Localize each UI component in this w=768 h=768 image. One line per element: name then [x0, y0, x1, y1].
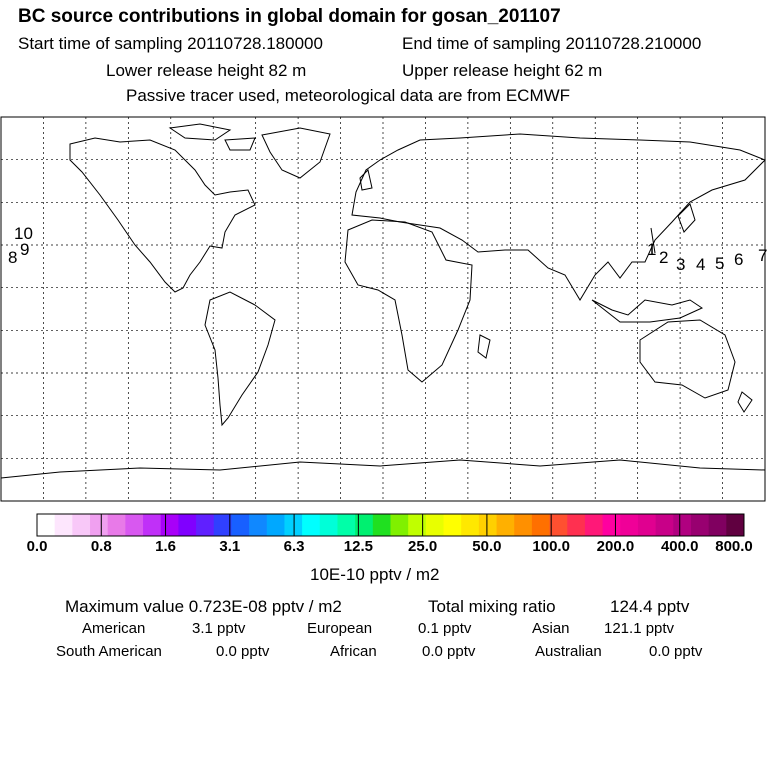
colorbar-cell	[461, 514, 479, 536]
colorbar-tick-label: 100.0	[532, 538, 570, 555]
colorbar-cell	[337, 514, 355, 536]
colorbar-tick-label: 0.8	[90, 538, 112, 555]
colorbar-cell	[638, 514, 656, 536]
colorbar-cell	[444, 514, 462, 536]
colorbar-cell	[550, 514, 568, 536]
colorbar-tick-label: 3.1	[219, 538, 241, 555]
colorbar-cell	[497, 514, 515, 536]
trajectory-label-7: 7	[758, 246, 768, 265]
colorbar-cell	[479, 514, 497, 536]
colorbar-tick-label: 400.0	[660, 538, 699, 555]
colorbar-cell	[620, 514, 638, 536]
colorbar-cell	[249, 514, 267, 536]
upper-release-height-label: Upper release height 62 m	[402, 61, 603, 80]
total-mixing-value: 124.4 pptv	[610, 597, 690, 616]
region-name-american: American	[82, 620, 146, 637]
colorbar-cell	[90, 514, 108, 536]
region-value-american: 3.1 pptv	[192, 620, 246, 637]
colorbar-cell	[178, 514, 196, 536]
colorbar-cell	[55, 514, 73, 536]
region-name-african: African	[330, 643, 377, 660]
trajectory-label-5: 5	[715, 254, 725, 273]
trajectory-label-10: 10	[14, 224, 33, 243]
colorbar-cell	[603, 514, 621, 536]
colorbar-cell	[709, 514, 727, 536]
colorbar-tick-label: 12.5	[343, 538, 373, 555]
region-value-australian: 0.0 pptv	[649, 643, 703, 660]
tracer-note: Passive tracer used, meteorological data are from ECMWF	[126, 86, 571, 105]
colorbar-cell	[391, 514, 409, 536]
colorbar-tick-label: 800.0	[715, 538, 753, 555]
end-time-label: End time of sampling 20110728.210000	[402, 34, 702, 53]
colorbar-cell	[196, 514, 214, 536]
colorbar-cell	[585, 514, 603, 536]
colorbar-cell	[426, 514, 444, 536]
colorbar-cell	[231, 514, 249, 536]
colorbar-cell	[214, 514, 232, 536]
region-value-african: 0.0 pptv	[422, 643, 476, 660]
map-title: BC source contributions in global domain for gosan_201107	[18, 6, 561, 27]
colorbar-cell	[37, 514, 55, 536]
start-time-label: Start time of sampling 20110728.180000	[18, 34, 323, 53]
colorbar-tick-label: 0.0	[26, 538, 48, 555]
region-name-asian: Asian	[532, 620, 570, 637]
colorbar-tick-label: 200.0	[596, 538, 635, 555]
trajectory-label-4: 4	[696, 255, 706, 274]
trajectory-label-1: 1	[647, 240, 657, 259]
colorbar-cell	[320, 514, 338, 536]
region-value-south-american: 0.0 pptv	[216, 643, 270, 660]
colorbar-cell	[691, 514, 709, 536]
trajectory-label-6: 6	[734, 250, 744, 269]
trajectory-label-9: 9	[20, 240, 30, 259]
colorbar-cell	[143, 514, 161, 536]
colorbar-cell	[72, 514, 90, 536]
colorbar-cell	[161, 514, 179, 536]
colorbar-cell	[656, 514, 674, 536]
region-name-south-american: South American	[56, 643, 162, 660]
colorbar-cell	[267, 514, 285, 536]
trajectory-label-2: 2	[659, 248, 669, 267]
colorbar-tick-label: 6.3	[283, 538, 305, 555]
colorbar-cell	[373, 514, 391, 536]
trajectory-label-8: 8	[8, 248, 18, 267]
region-value-asian: 121.1 pptv	[604, 620, 675, 637]
colorbar-cell	[108, 514, 126, 536]
colorbar-tick-label: 25.0	[408, 538, 438, 555]
maximum-value: Maximum value 0.723E-08 pptv / m2	[65, 597, 342, 616]
region-name-european: European	[307, 620, 373, 637]
colorbar-cell	[567, 514, 585, 536]
colorbar-cell	[532, 514, 550, 536]
colorbar-cell	[284, 514, 302, 536]
trajectory-label-3: 3	[676, 255, 686, 274]
colorbar-cell	[302, 514, 320, 536]
colorbar-cell	[673, 514, 691, 536]
colorbar-cell	[408, 514, 426, 536]
colorbar-tick-label: 50.0	[472, 538, 502, 555]
colorbar	[37, 514, 745, 536]
total-mixing-label: Total mixing ratio	[428, 597, 556, 616]
colorbar-cell	[726, 514, 744, 536]
region-name-australian: Australian	[535, 643, 602, 660]
lower-release-height-label: Lower release height 82 m	[106, 61, 307, 80]
colorbar-cell	[514, 514, 532, 536]
region-value-european: 0.1 pptv	[418, 620, 472, 637]
colorbar-units: 10E-10 pptv / m2	[310, 565, 440, 584]
colorbar-cell	[125, 514, 143, 536]
colorbar-tick-label: 1.6	[155, 538, 176, 555]
